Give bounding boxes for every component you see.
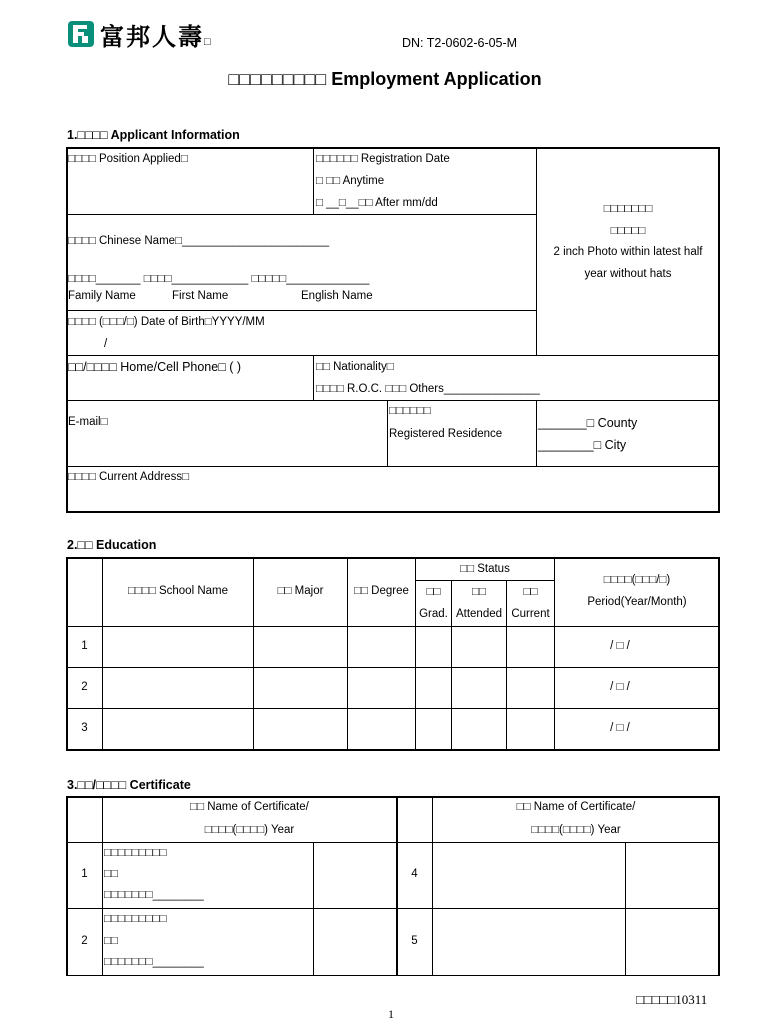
cert-row-line3[interactable]: □□□□□□□________ bbox=[104, 956, 204, 968]
cert-row-line1[interactable]: □□□□□□□□□ bbox=[104, 913, 167, 925]
anytime-checkbox[interactable]: □ □□ Anytime bbox=[316, 175, 385, 187]
email-field[interactable]: E-mail□ bbox=[68, 416, 108, 428]
section-certificate-heading: 3.□□/□□□□ Certificate bbox=[67, 778, 191, 792]
col-period: Period(Year/Month) bbox=[587, 596, 687, 608]
col-grad: Grad. bbox=[419, 608, 448, 620]
section-applicant-heading: 1.□□□□ Applicant Information bbox=[67, 128, 240, 142]
first-name-label: First Name bbox=[172, 290, 229, 302]
photo-label-cn1: □□□□□□□ bbox=[603, 203, 653, 215]
form-code: □□□□□10311 bbox=[636, 992, 708, 1007]
section-education-heading: 2.□□ Education bbox=[67, 538, 157, 552]
cert-row-num: 2 bbox=[81, 935, 88, 947]
page-title: □□□□□□□□□ Employment Application bbox=[228, 69, 542, 89]
family-name-label: Family Name bbox=[68, 290, 136, 302]
cert-col-name-right: □□ Name of Certificate/ bbox=[516, 801, 636, 813]
cert-row-line3[interactable]: □□□□□□□________ bbox=[104, 889, 204, 901]
nationality-label: □□ Nationality□ bbox=[316, 361, 394, 373]
cert-row-num: 5 bbox=[411, 935, 418, 947]
company-logo-text: 富邦人壽□ bbox=[100, 24, 213, 51]
position-applied-field[interactable]: □□□□ Position Applied□ bbox=[68, 153, 188, 165]
education-row-period[interactable]: / □ / bbox=[610, 640, 630, 652]
education-row-period[interactable]: / □ / bbox=[610, 681, 630, 693]
col-major: □□ Major bbox=[277, 585, 324, 597]
cert-col-year-left: □□□□(□□□□) Year bbox=[204, 824, 295, 836]
phone-field[interactable]: □□/□□□□ Home/Cell Phone□ ( ) bbox=[68, 360, 242, 374]
col-school-name: □□□□ School Name bbox=[127, 585, 228, 597]
cert-row-line2[interactable]: □□ bbox=[104, 935, 118, 947]
cert-row-num: 4 bbox=[411, 868, 418, 880]
col-status: □□ Status bbox=[460, 563, 510, 575]
nationality-options[interactable]: □□□□ R.O.C. □□□ Others_______________ bbox=[316, 383, 540, 395]
education-row-num: 1 bbox=[81, 640, 88, 652]
registered-residence-en: Registered Residence bbox=[389, 428, 503, 440]
cert-row-num: 1 bbox=[81, 868, 88, 880]
page-number: 1 bbox=[388, 1007, 394, 1021]
photo-label-en1: 2 inch Photo within latest half bbox=[553, 246, 703, 258]
education-row-period[interactable]: / □ / bbox=[610, 722, 630, 734]
cert-col-year-right: □□□□(□□□□) Year bbox=[531, 824, 621, 836]
document-number: DN: T2-0602-6-05-M bbox=[402, 36, 518, 50]
photo-label-en2: year without hats bbox=[584, 268, 672, 280]
city-field[interactable]: ________□ City bbox=[538, 438, 627, 452]
col-attended: Attended bbox=[455, 608, 503, 620]
col-period-cn: □□□□(□□□/□) bbox=[603, 574, 671, 586]
cert-row-line2[interactable]: □□ bbox=[104, 868, 118, 880]
registered-residence-cn: □□□□□□ bbox=[389, 405, 431, 417]
county-field[interactable]: _______□ County bbox=[538, 416, 638, 430]
certificate-table bbox=[66, 796, 720, 976]
dob-separator: / bbox=[104, 338, 108, 350]
name-fields[interactable]: □□□□_______ □□□□____________ □□□□□_____________ bbox=[68, 273, 370, 285]
col-current-cn: □□ bbox=[523, 586, 538, 598]
cert-col-name-left: □□ Name of Certificate/ bbox=[190, 801, 309, 813]
date-of-birth-field[interactable]: □□□□ (□□□/□) Date of Birth□YYYY/MM bbox=[68, 316, 265, 328]
col-degree: □□ Degree bbox=[354, 585, 409, 597]
col-attended-cn: □□ bbox=[472, 586, 486, 598]
registration-date-label: □□□□□□ Registration Date bbox=[316, 153, 450, 165]
col-current: Current bbox=[511, 608, 550, 620]
current-address-field[interactable]: □□□□ Current Address□ bbox=[68, 471, 190, 483]
after-date-checkbox[interactable]: □ __□__□□ After mm/dd bbox=[316, 197, 438, 209]
cert-row-line1[interactable]: □□□□□□□□□ bbox=[104, 847, 167, 859]
chinese-name-field[interactable]: □□□□ Chinese Name□_______________________ bbox=[68, 235, 330, 247]
education-row-num: 2 bbox=[81, 681, 88, 693]
english-name-label: English Name bbox=[301, 290, 373, 302]
col-grad-cn: □□ bbox=[426, 586, 441, 598]
photo-label-cn2: □□□□□ bbox=[610, 225, 646, 237]
education-row-num: 3 bbox=[81, 722, 88, 734]
company-logo-icon bbox=[67, 20, 95, 48]
